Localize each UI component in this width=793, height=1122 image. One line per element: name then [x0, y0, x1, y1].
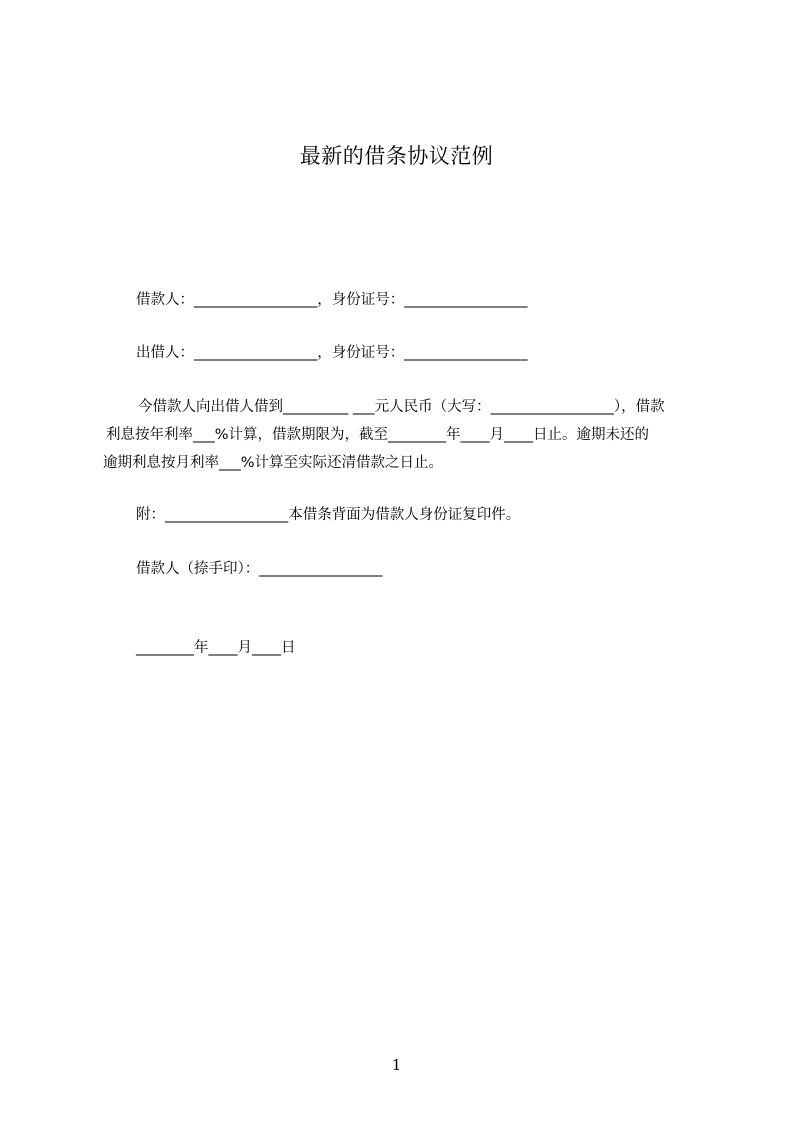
attachment-note-line: 附：_________________本借条背面为借款人身份证复印件。: [136, 507, 521, 523]
loan-body-line-1: 今借款人向出借人借到_________ ___元人民币（大写：_________________），借款: [138, 399, 665, 415]
signature-line: 借款人（捺手印）：_________________: [136, 561, 383, 577]
loan-body-line-2: 利息按年利率___%计算，借款期限为，截至________年____月____日止。逾期未还的: [106, 427, 650, 443]
borrower-line: 借款人：_________________，身份证号：_________________: [136, 292, 528, 308]
loan-body-line-3: 逾期利息按月利率___%计算至实际还清借款之日止。: [103, 455, 444, 471]
date-line: ________年____月____日: [136, 640, 296, 656]
lender-line: 出借人：_________________，身份证号：_________________: [136, 345, 528, 361]
document-title: 最新的借条协议范例: [299, 144, 494, 168]
page-number: 1: [391, 1056, 402, 1074]
